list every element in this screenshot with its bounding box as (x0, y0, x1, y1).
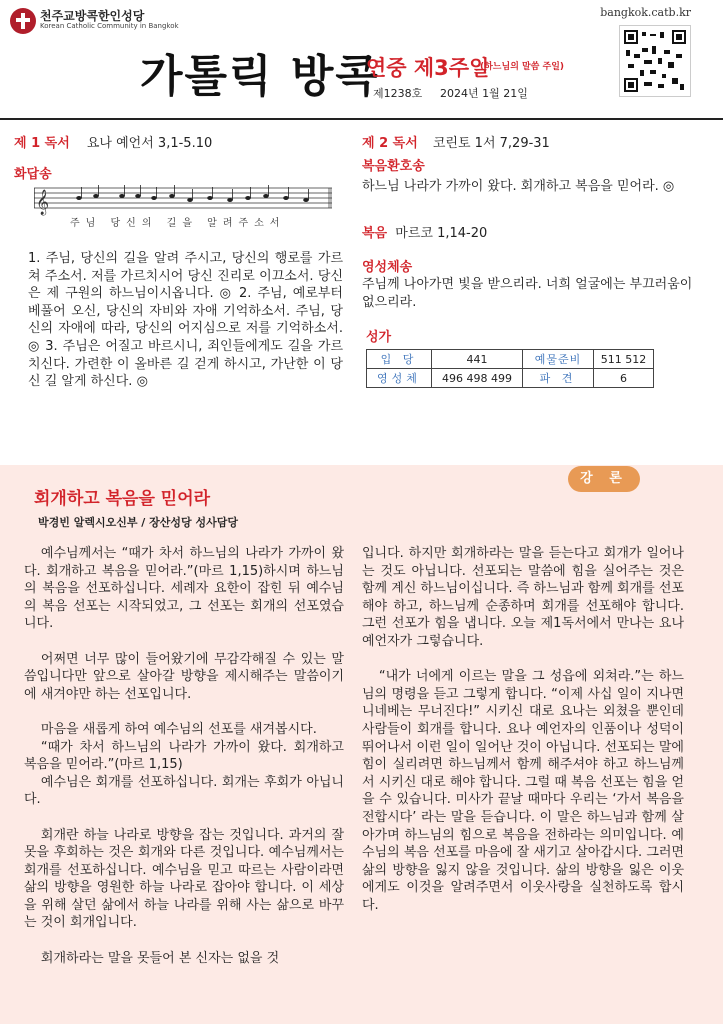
hymn-communion-label: 영성체 (367, 369, 432, 388)
acclamation-label: 복음환호송 (362, 159, 425, 174)
hymn-entrance-label: 입 당 (367, 350, 432, 369)
second-reading (362, 132, 550, 151)
homily-paragraph: “때가 차서 하느님의 나라가 가까이 왔다. 회개하고 복음을 믿어라.”(마르 1,15) (24, 739, 344, 773)
gospel-label: 복음 (362, 226, 388, 241)
homily-left-column (24, 545, 344, 967)
homily-paragraph: 회개하라는 말을 못들어 본 신자는 없을 것 (40, 950, 280, 966)
hymns-table (366, 349, 654, 388)
church-logo-icon (10, 8, 36, 34)
homily-paragraph: 입니다. 하지만 회개하라는 말을 듣는다고 회개가 일어나는 것도 아닙니다. 선포되는 말씀에 힘을 실어주는 것은 함께 계신 하느님이십니다. 즉 하느님과 함께 회개를 선포해야 하고, 하느님께 순종하며 회개를 선포해야 합니다. 그런 선포가 힘을 냅니다. 오늘 제1독서에서 만나는 요나 예언자가 그렇습니다. (362, 546, 684, 649)
first-reading-ref: 요나 예언서 3,1-5.10 (86, 136, 213, 151)
acclamation-text: 하느님 나라가 가까이 왔다. 회개하고 복음을 믿어라. ◎ (362, 179, 675, 194)
second-reading-label: 제 2 독서 (362, 136, 418, 151)
homily-paragraph: 예수님은 회개를 선포하십니다. 회개는 후회가 아닙니다. (24, 774, 344, 808)
homily-paragraph: 마음을 새롭게 하여 예수님의 선포를 새겨봅시다. (40, 721, 317, 737)
issue-number: 제1238호 (373, 87, 423, 100)
header-divider (0, 118, 723, 120)
gospel-ref: 마르코 1,14-20 (395, 226, 488, 241)
communion-text: 주님께 나아가면 빛을 받으리라. 너희 얼굴에는 부끄러움이 없으리라. (362, 277, 693, 310)
issue-date: 2024년 1월 21일 (440, 87, 528, 100)
hymn-recessional-value: 6 (594, 369, 654, 388)
bulletin-title: 가톨릭 방콕 (140, 51, 380, 102)
sunday-subtitle: (하느님의 말씀 주일) (480, 62, 565, 72)
sunday-name: 연중 제3주일 (366, 56, 490, 80)
qr-code-icon[interactable] (620, 26, 690, 96)
hymn-offertory-label: 예물준비 (523, 350, 594, 369)
first-reading-label: 제 1 독서 (14, 136, 70, 151)
psalm-text: 1. 주님, 당신의 길을 알려 주시고, 당신의 행로를 가르쳐 주소서. 저를 가르치시어 당신 진리로 이끄소서. 당신은 제 구원의 하느님이시옵니다. ◎ 2. 주님, 예로부터 베풀어 오신, 당신의 자비와 자애 기억하소서. 주님, 당신의 자애에 따라, 당신의 어지심으로 저를 기억하소서. ◎ 3. 주님은 어질고 바르시니, 죄인들에게도 길을 가르치신다. 가련한 이 올바른 길 걷게 하시고, 가난한 이 당신 길 알게 하신다. ◎ (28, 251, 343, 390)
homily-right-column (362, 545, 684, 914)
first-reading (14, 132, 212, 151)
communion-label: 영성체송 (362, 260, 413, 275)
second-reading-ref: 코린토 1서 7,29-31 (432, 136, 550, 151)
psalm-label: 화답송 (14, 167, 52, 182)
table-row (367, 369, 654, 388)
gospel-reading (362, 222, 487, 241)
svg-text:𝄞: 𝄞 (36, 190, 50, 215)
org-name: 천주교방콕한인성당 (40, 9, 145, 23)
psalm-refrain-lyrics: 주님 당신의 길을 알려주소서 (70, 218, 286, 229)
hymn-entrance-value: 441 (432, 350, 523, 369)
homily-title: 회개하고 복음을 믿어라 (34, 489, 211, 509)
hymns-label: 성가 (366, 330, 392, 345)
org-subtitle: Korean Catholic Community in Bangkok (40, 22, 179, 30)
homily-paragraph: 어쩌면 너무 많이 들어왔기에 무감각해질 수 있는 말씀입니다만 앞으로 살아갈 방향을 제시해주는 말씀이기에 새겨야만 하는 선포입니다. (24, 651, 344, 702)
homily-paragraph: “내가 너에게 이르는 말을 그 성읍에 외쳐라.”는 하느님의 명령을 듣고 그렇게 합니다. “이제 사십 일이 지나면 니네베는 무너진다!” 시키신 대로 요나는 외쳤을 뿐인데 사람들이 회개를 합니다. 요나 예언자의 인품이나 성덕이 뛰어나서 이런 일이 일어난 것이 아닙니다. 선포되는 말에 힘이 실리려면 하느님께서 함께 해주셔야 하고 하느님께서 시키신 대로 해야 합니다. 그럴 때 복음 선포는 힘을 얻을 수 있습니다. 미사가 끝날 때마다 우리는 ‘가서 복음을 전합시다’ 라는 말을 듣습니다. 이 말은 하느님과 함께 살아가며 하느님의 힘으로 복음을 전하라는 의미입니다. 예수님의 복음 선포를 마음에 잘 새기고 살아갑시다. 그러면 삶의 방향을 잃지 않을 것입니다. 삶의 방향을 잃은 이웃에게도 이것을 알려주면서 이웃사랑을 실천하도록 합시다. (362, 669, 684, 913)
hymn-communion-value: 496 498 499 (432, 369, 523, 388)
homily-author: 박경빈 알렉시오신부 / 장산성당 성사담당 (38, 516, 238, 529)
site-url[interactable]: bangkok.catb.kr (600, 6, 691, 19)
homily-badge: 강 론 (568, 466, 640, 492)
homily-paragraph: 회개란 하늘 나라로 방향을 잡는 것입니다. 과거의 잘못을 후회하는 것은 회개와 다른 것입니다. 예수님께서는 회개를 선포하십니다. 예수님을 믿고 따르는 사람이라면 삶의 방향을 영원한 하늘 나라로 잡아야 합니다. 이 세상을 위해 살던 삶에서 하늘 나라를 위해 사는 삶으로 바꾸는 것이 회개입니다. (24, 827, 344, 931)
hymn-offertory-value: 511 512 (594, 350, 654, 369)
hymn-recessional-label: 파 견 (523, 369, 594, 388)
table-row (367, 350, 654, 369)
homily-paragraph: 예수님께서는 “때가 차서 하느님의 나라가 가까이 왔다. 회개하고 복음을 믿어라.”(마르 1,15)하시며 하느님의 복음을 선포하십니다. 세례자 요한이 잡힌 뒤 예수님의 복음 선포는 시작되었고, 그 선포는 회개의 선포였습니다. (24, 546, 344, 632)
